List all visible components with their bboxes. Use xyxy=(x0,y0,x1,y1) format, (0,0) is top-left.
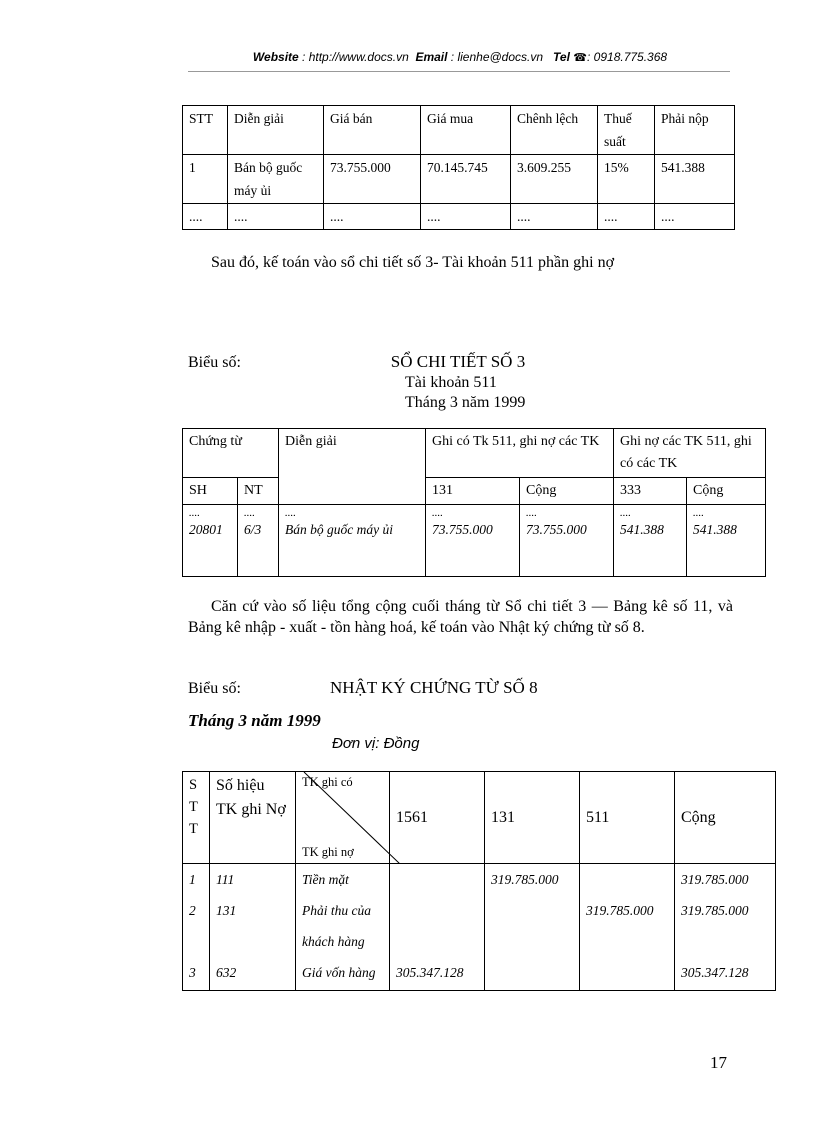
table-cell: 305.347.128 xyxy=(681,965,749,980)
table-cell: Phải thu của khách hàng xyxy=(302,903,371,949)
header-cell: Chênh lệch xyxy=(511,106,598,155)
dots: .... xyxy=(244,507,255,519)
table-cell: .... xyxy=(324,204,421,230)
table-cell: 3.609.255 xyxy=(511,155,598,204)
dots: .... xyxy=(189,507,200,519)
header-cell: NT xyxy=(238,478,279,505)
page-header xyxy=(190,50,730,64)
table-cell: Bán bộ guốc máy ủi xyxy=(285,522,393,537)
page-number: 17 xyxy=(710,1053,727,1072)
diagonal-header-cell xyxy=(296,772,390,864)
section-subtitle: Tháng 3 năm 1999 xyxy=(405,394,526,411)
table-cell: 20801 xyxy=(189,522,223,537)
table-cell: .... xyxy=(421,204,511,230)
header-cell: Ghi nợ các TK 511, ghi có các TK xyxy=(614,429,766,478)
email-label: Email xyxy=(415,50,448,64)
table-cell: 111 xyxy=(216,872,235,887)
table-cell: .... xyxy=(598,204,655,230)
table-cell: 73.755.000 xyxy=(432,522,493,537)
sales-tax-table xyxy=(182,105,735,230)
table-cell: 541.388 xyxy=(655,155,735,204)
header-divider xyxy=(188,71,730,72)
header-cell: Giá mua xyxy=(421,106,511,155)
table-cell: Bán bộ guốc máy ủi xyxy=(228,155,324,204)
month-label: Tháng 3 năm 1999 xyxy=(188,711,321,730)
table-cell: 70.145.745 xyxy=(421,155,511,204)
table-cell: 541.388 xyxy=(620,522,664,537)
table-cell: 305.347.128 xyxy=(396,965,464,980)
header-cell: 333 xyxy=(614,478,687,505)
header-cell: Số hiệu TK ghi Nợ xyxy=(210,772,296,864)
header-cell: Giá bán xyxy=(324,106,421,155)
tel-label: Tel xyxy=(553,50,570,64)
table-cell: 15% xyxy=(598,155,655,204)
dots: .... xyxy=(620,507,631,519)
header-cell: Diễn giải xyxy=(279,429,426,505)
table-cell: 73.755.000 xyxy=(526,522,587,537)
table-cell: 319.785.000 xyxy=(491,872,559,887)
header-cell: Cộng xyxy=(520,478,614,505)
table-header-row xyxy=(183,106,735,155)
table-cell: 541.388 xyxy=(693,522,737,537)
table-cell: Giá vốn hàng xyxy=(302,965,376,980)
dots: .... xyxy=(526,507,537,519)
paragraph-1: Sau đó, kế toán vào sổ chi tiết số 3- Tài khoản 511 phần ghi nợ xyxy=(211,254,615,271)
table-cell: 2 xyxy=(189,903,196,918)
header-cell: Chứng từ xyxy=(183,429,279,478)
table-row xyxy=(183,864,776,991)
section-title: NHẬT KÝ CHỨNG TỪ SỐ 8 xyxy=(330,678,538,697)
website-value[interactable]: : http://www.docs.vn xyxy=(302,50,409,64)
header-cell: Cộng xyxy=(675,772,776,864)
header-cell: TK ghi nợ xyxy=(302,845,354,859)
dots: .... xyxy=(285,507,296,519)
table-cell: 3 xyxy=(189,965,196,980)
header-cell: Ghi có Tk 511, ghi nợ các TK xyxy=(426,429,614,478)
table-cell: 131 xyxy=(216,903,237,918)
email-value[interactable]: : lienhe@docs.vn xyxy=(450,50,544,64)
table-cell: 1 xyxy=(189,872,196,887)
table-row xyxy=(183,155,735,204)
table-cell: 73.755.000 xyxy=(324,155,421,204)
section-subtitle: Tài khoản 511 xyxy=(405,374,497,391)
tel-value: : 0918.775.368 xyxy=(587,50,668,64)
journal-table xyxy=(182,771,776,991)
website-label: Website xyxy=(252,50,299,64)
dots: .... xyxy=(693,507,704,519)
header-cell: STT xyxy=(183,106,228,155)
unit-label: Đơn vị: Đồng xyxy=(332,735,420,752)
header-cell: S T T xyxy=(183,772,210,864)
table-cell: 1 xyxy=(183,155,228,204)
header-cell: Phải nộp xyxy=(655,106,735,155)
header-cell: Thuế suất xyxy=(598,106,655,155)
table-cell: 319.785.000 xyxy=(681,903,749,918)
table-cell: .... xyxy=(511,204,598,230)
header-cell: 1561 xyxy=(390,772,485,864)
ledger-table xyxy=(182,428,766,577)
dots: .... xyxy=(432,507,443,519)
table-cell: 6/3 xyxy=(244,522,262,537)
table-cell: 319.785.000 xyxy=(681,872,749,887)
form-label: Biểu số: xyxy=(188,680,241,697)
table-cell: .... xyxy=(183,204,228,230)
header-cell: Cộng xyxy=(687,478,766,505)
table-cell: 632 xyxy=(216,965,237,980)
table-cell: 319.785.000 xyxy=(586,903,654,918)
section-title: SỔ CHI TIẾT SỐ 3 xyxy=(390,352,526,371)
phone-icon: ☎ xyxy=(573,52,587,64)
form-label: Biểu số: xyxy=(188,354,241,371)
table-row xyxy=(183,505,766,577)
header-cell: 511 xyxy=(580,772,675,864)
header-cell: 131 xyxy=(485,772,580,864)
header-cell: 131 xyxy=(426,478,520,505)
paragraph-2: Căn cứ vào số liệu tổng cộng cuối tháng từ Sổ chi tiết 3 — Bảng kê số 11, và Bảng kê nhập - xuất - tồn hàng hoá, kế toán vào Nhật ký chứng từ số 8. xyxy=(188,598,733,636)
table-cell: Tiền mặt xyxy=(302,872,349,887)
header-cell: Diễn giải xyxy=(228,106,324,155)
header-cell: TK ghi có xyxy=(302,775,353,789)
table-cell: .... xyxy=(655,204,735,230)
table-cell: .... xyxy=(228,204,324,230)
header-cell: SH xyxy=(183,478,238,505)
table-row xyxy=(183,204,735,230)
